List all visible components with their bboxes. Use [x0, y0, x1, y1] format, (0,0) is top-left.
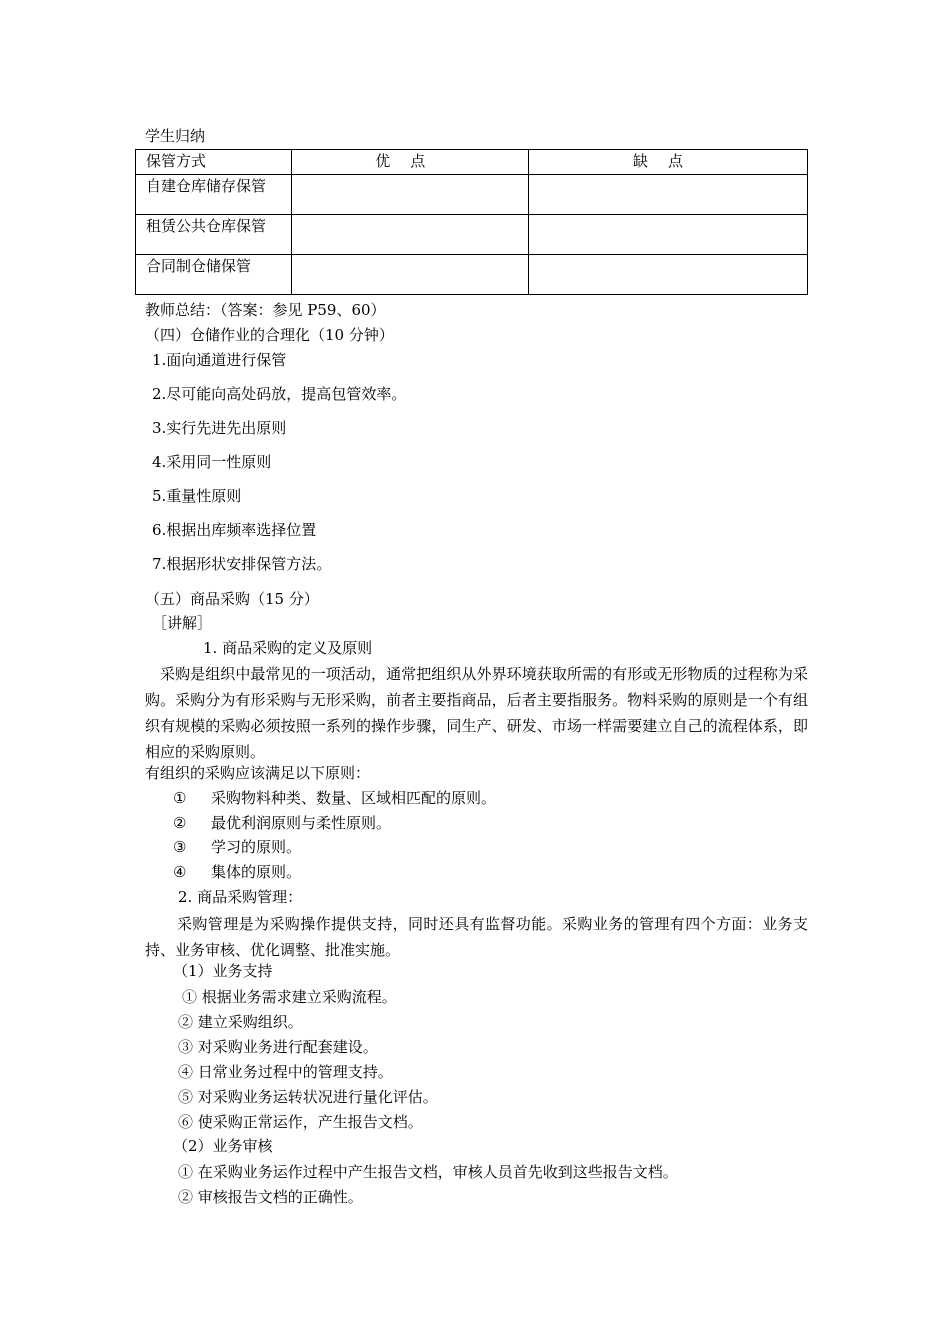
table-header-cell: 保管方式	[136, 150, 292, 175]
principle-marker: ③	[173, 838, 187, 856]
support-item: ⑤ 对采购业务运转状况进行量化评估。	[178, 1088, 438, 1106]
list-item: 1.面向通道进行保管	[152, 351, 287, 369]
table-cell: 合同制仓储保管	[136, 255, 292, 295]
list-item: 2.尽可能向高处码放，提高包管效率。	[152, 385, 407, 403]
support-title: （1）业务支持	[173, 962, 273, 980]
support-item: ⑥ 使采购正常运作，产生报告文档。	[178, 1113, 423, 1131]
teacher-summary: 教师总结：（答案：参见 P59、60）	[145, 301, 386, 319]
table-cell	[529, 215, 808, 255]
principle-marker: ①	[173, 789, 187, 807]
table-cell	[529, 175, 808, 215]
principle-marker: ②	[173, 814, 187, 832]
support-item: ① 根据业务需求建立采购流程。	[182, 988, 397, 1006]
table-row	[136, 255, 808, 295]
table-header-cell: 优点	[292, 150, 529, 175]
list-item: 7.根据形状安排保管方法。	[152, 555, 332, 573]
principle-text: 最优利润原则与柔性原则。	[211, 814, 392, 832]
list-item: 6.根据出库频率选择位置	[152, 521, 317, 539]
support-item: ③ 对采购业务进行配套建设。	[178, 1038, 378, 1056]
table-cell	[292, 255, 529, 295]
audit-item: ① 在采购业务运作过程中产生报告文档，审核人员首先收到这些报告文档。	[178, 1163, 678, 1181]
list-item: 3.实行先进先出原则	[152, 419, 287, 437]
lecture-label: ［讲解］	[152, 614, 213, 632]
table-header-cell: 缺点	[529, 150, 808, 175]
principles-intro: 有组织的采购应该满足以下原则：	[145, 764, 371, 782]
subsection-2-title: 2. 商品采购管理：	[178, 888, 303, 906]
storage-comparison-table	[135, 149, 808, 295]
table-row	[136, 175, 808, 215]
subsection-1-title: 1. 商品采购的定义及原则	[203, 639, 373, 657]
table-cell: 自建仓库储存保管	[136, 175, 292, 215]
principle-text: 学习的原则。	[211, 838, 302, 856]
table-cell	[529, 255, 808, 295]
table-row	[136, 215, 808, 255]
list-item: 5.重量性原则	[152, 487, 242, 505]
principle-text: 采购物料种类、数量、区域相匹配的原则。	[211, 789, 497, 807]
table-cell	[292, 175, 529, 215]
paragraph-definition: 采购是组织中最常见的一项活动，通常把组织从外界环境获取所需的有形或无形物质的过程称为采购。采购分为有形采购与无形采购，前者主要指商品，后者主要指服务。物料采购的原则是一个有组织有规模的采购必须按照一系列的操作步骤，同生产、研发、市场一样需要建立自己的流程体系，即相应的采购原则。	[145, 665, 808, 761]
table-cell: 租赁公共仓库保管	[136, 215, 292, 255]
table-header-row	[136, 150, 808, 175]
list-item: 4.采用同一性原则	[152, 453, 272, 471]
audit-title: （2）业务审核	[173, 1137, 273, 1155]
student-summary-heading: 学生归纳	[145, 127, 206, 145]
principle-text: 集体的原则。	[211, 863, 302, 881]
section-5-title: （五）商品采购（15 分）	[145, 590, 319, 608]
support-item: ② 建立采购组织。	[178, 1013, 303, 1031]
audit-item: ② 审核报告文档的正确性。	[178, 1188, 363, 1206]
section-4-title: （四）仓储作业的合理化（10 分钟）	[145, 326, 394, 344]
paragraph-management: 采购管理是为采购操作提供支持，同时还具有监督功能。采购业务的管理有四个方面：业务支持、业务审核、优化调整、批准实施。	[145, 915, 808, 959]
support-item: ④ 日常业务过程中的管理支持。	[178, 1063, 393, 1081]
principle-marker: ④	[173, 863, 187, 881]
table-cell	[292, 215, 529, 255]
